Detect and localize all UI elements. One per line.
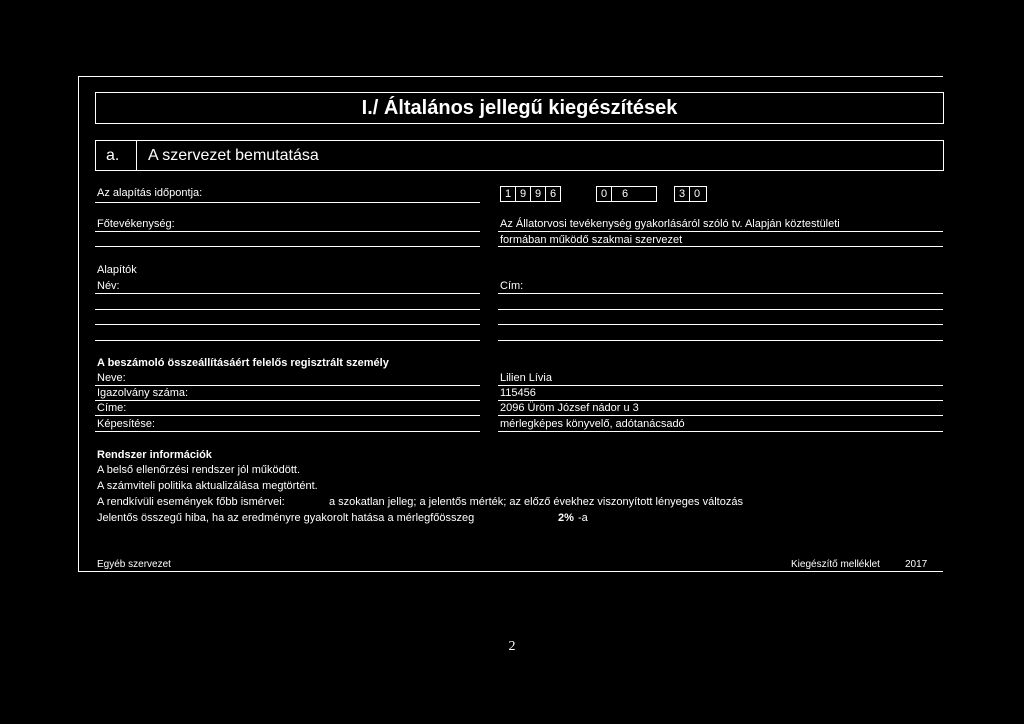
founding-day-boxes — [674, 186, 707, 202]
section-divider — [136, 141, 137, 170]
founding-month-boxes — [596, 186, 657, 202]
bottom-border — [78, 571, 943, 572]
main-activity-line-2: formában működő szakmai szervezet — [500, 234, 683, 246]
footer-year: 2017 — [905, 559, 928, 570]
founder-line — [95, 309, 480, 310]
founding-label: Az alapítás időpontja: — [97, 187, 203, 199]
founder-line — [498, 309, 943, 310]
founding-underline — [95, 202, 480, 203]
founder-address-label: Cím: — [500, 280, 524, 292]
left-border — [78, 76, 79, 571]
responsible-label: Címe: — [97, 402, 127, 414]
founder-line — [498, 324, 943, 325]
responsible-value: 2096 Üröm József nádor u 3 — [500, 402, 639, 414]
responsible-underline — [95, 431, 480, 432]
founder-line — [498, 340, 943, 341]
month-digit: 6 — [611, 187, 654, 201]
responsible-value: 115456 — [500, 387, 536, 399]
responsible-underline — [498, 400, 943, 401]
page-title: I./ Általános jellegű kiegészítések — [361, 97, 678, 119]
founder-line — [95, 293, 480, 294]
page-number: 2 — [508, 639, 516, 654]
section-title: A szervezet bemutatása — [148, 147, 319, 164]
error-threshold-label: Jelentős összegű hiba, ha az eredményre gyakorolt hatása a mérlegfőösszeg — [97, 512, 475, 524]
responsible-label: Neve: — [97, 372, 126, 384]
error-threshold-value: 2% — [558, 512, 574, 524]
section-letter: a. — [106, 147, 120, 164]
day-digit: 0 — [689, 187, 704, 201]
founders-heading: Alapítók — [97, 264, 137, 276]
main-activity-line-1: Az Állatorvosi tevékenység gyakorlásáról szóló tv. Alapján köztestületi — [500, 218, 840, 230]
extraordinary-label: A rendkívüli események főbb ismérvei: — [97, 496, 285, 508]
title-box — [95, 92, 944, 124]
year-digit: 9 — [515, 187, 530, 201]
footer-left: Egyéb szervezet — [97, 559, 171, 570]
responsible-underline — [498, 385, 943, 386]
responsible-underline — [95, 400, 480, 401]
founder-line — [498, 293, 943, 294]
system-info-heading: Rendszer információk — [97, 449, 212, 461]
responsible-underline — [498, 431, 943, 432]
responsible-value: Lilien Lívia — [500, 372, 552, 384]
system-info-line-2: A számviteli politika aktualizálása megtörtént. — [97, 480, 318, 492]
system-info-line-1: A belső ellenőrzési rendszer jól működött. — [97, 464, 300, 476]
year-digit: 9 — [530, 187, 545, 201]
month-digit: 0 — [600, 188, 608, 200]
responsible-label: Igazolvány száma: — [97, 387, 189, 399]
main-activity-label: Főtevékenység: — [97, 218, 175, 230]
responsible-underline — [95, 385, 480, 386]
year-digit: 6 — [545, 187, 560, 201]
footer-right: Kiegészítő melléklet — [791, 559, 880, 570]
responsible-heading: A beszámoló összeállításáért felelős regisztrált személy — [97, 357, 389, 369]
responsible-underline — [498, 415, 943, 416]
founding-year-boxes — [500, 186, 561, 202]
founder-line — [95, 324, 480, 325]
responsible-value: mérlegképes könyvelő, adótanácsadó — [500, 418, 685, 430]
error-threshold-suffix: -a — [578, 512, 588, 524]
founder-line — [95, 340, 480, 341]
responsible-underline — [95, 415, 480, 416]
main-activity-underline-2 — [95, 246, 480, 247]
founder-name-label: Név: — [97, 280, 120, 292]
main-activity-value-underline-1 — [498, 231, 943, 232]
main-activity-underline-1 — [95, 231, 480, 232]
section-box — [95, 140, 944, 171]
top-border — [78, 76, 943, 77]
year-digit: 1 — [504, 188, 512, 200]
main-activity-value-underline-2 — [498, 246, 943, 247]
extraordinary-value: a szokatlan jelleg; a jelentős mérték; az előző évekhez viszonyított lényeges változás — [329, 496, 743, 508]
responsible-label: Képesítése: — [97, 418, 156, 430]
day-digit: 3 — [678, 188, 686, 200]
